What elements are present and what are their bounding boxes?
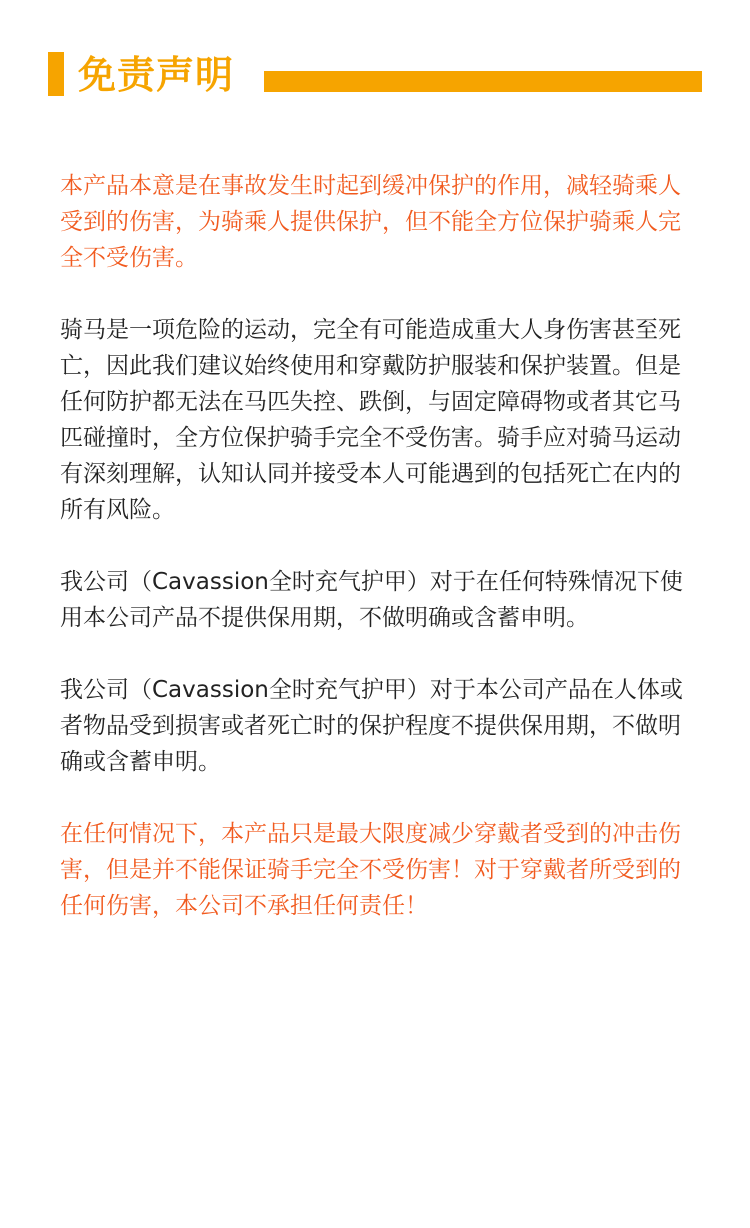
disclaimer-body <box>60 168 700 960</box>
header-divider-line <box>264 71 702 92</box>
disclaimer-paragraph-2: 骑马是一项危险的运动，完全有可能造成重大人身伤害甚至死亡，因此我们建议始终使用和穿戴防护服装和保护装置。但是任何防护都无法在马匹失控、跌倒，与固定障碍物或者其它马匹碰撞时，全方位保护骑手完全不受伤害。骑手应对骑马运动有深刻理解，认知认同并接受本人可能遇到的包括死亡在内的所有风险。 <box>60 317 681 523</box>
section-header <box>48 48 702 104</box>
disclaimer-paragraph-4: 我公司（Cavassion全时充气护甲）对于本公司产品在人体或者物品受到损害或者死亡时的保护程度不提供保用期，不做明确或含蓄申明。 <box>60 677 683 775</box>
header-accent-bar <box>48 52 64 96</box>
disclaimer-paragraph-5: 在任何情况下，本产品只是最大限度减少穿戴者受到的冲击伤害，但是并不能保证骑手完全不受伤害！对于穿戴者所受到的任何伤害，本公司不承担任何责任！ <box>60 821 681 919</box>
disclaimer-paragraph-3: 我公司（Cavassion全时充气护甲）对于在任何特殊情况下使用本公司产品不提供保用期，不做明确或含蓄申明。 <box>60 569 683 631</box>
page-title: 免责声明 <box>78 53 235 97</box>
disclaimer-paragraph-1: 本产品本意是在事故发生时起到缓冲保护的作用，减轻骑乘人受到的伤害，为骑乘人提供保护，但不能全方位保护骑乘人完全不受伤害。 <box>60 173 681 271</box>
